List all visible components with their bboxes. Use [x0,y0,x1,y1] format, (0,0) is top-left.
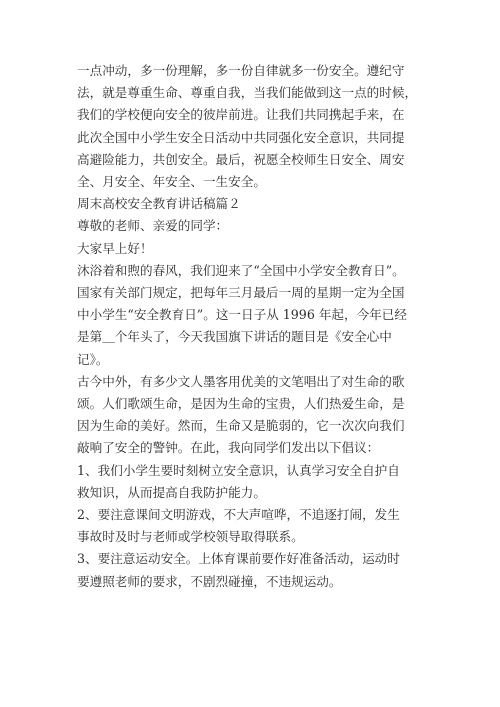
text-line: 国家有关部门规定，把每年三月最后一周的星期一定为全国 [77,285,405,301]
text-line: 1、我们小学生要时刻树立安全意识，认真学习安全自护自 [77,462,400,478]
document-body [77,60,437,593]
text-line: 沐浴着和煦的春风，我们迎来了“全国中小学安全教育日”。 [77,262,405,278]
text-line: 法，就是尊重生命、尊重自我，当我们能做到这一点的时候， [77,85,418,101]
closing-paragraph [77,60,437,193]
text-line: 因为生命的美好。然而，生命又是脆弱的，它一次次向我们 [77,418,405,434]
proposal-item-2 [77,504,437,548]
text-line: 中小学生“安全教育日”。这一日子从 1996 年起，今年已经 [77,307,407,323]
text-line: 救知识，从而提高自我防护能力。 [77,484,266,500]
salutation [77,215,437,237]
text-line: 尊敬的老师、亲爱的同学： [77,218,229,234]
text-line: 我们的学校便向安全的彼岸前进。让我们共同携起手来，在 [77,107,405,123]
text-line: 要遵照老师的要求，不剧烈碰撞，不违规运动。 [77,573,342,589]
text-line: 颂。人们歌颂生命，是因为生命的宝贵，人们热爱生命，是 [77,396,405,412]
greeting [77,238,437,260]
intro-paragraph [77,260,437,371]
text-line: 2、要注意课间文明游戏，不大声喧哗，不追逐打闹，发生 [77,507,400,523]
section-title [77,193,437,215]
text-line: 全、月安全、年安全、一生安全。 [77,174,266,190]
text-line: 事故时及时与老师或学校领导取得联系。 [77,529,304,545]
text-line: 3、要注意运动安全。上体育课前要作好准备活动，运动时 [77,551,400,567]
text-line: 高避险能力，共创安全。最后，祝愿全校师生日安全、周安 [77,151,405,167]
text-line: 记》。 [77,351,109,367]
proposal-item-3 [77,548,437,592]
text-line: 一点冲动，多一份理解，多一份自律就多一份安全。遵纪守 [77,63,405,78]
text-line: 周末高校安全教育讲话稿篇２ [77,196,241,212]
text-line: 是第＿个年头了，今天我国旗下讲话的题目是《安全心中 [77,329,392,345]
text-line: 敲响了安全的警钟。在此，我向同学们发出以下倡议： [77,440,380,456]
proposal-item-1 [77,460,437,504]
body-paragraph [77,371,437,460]
text-line: 古今中外，有多少文人墨客用优美的文笔唱出了对生命的歌 [77,373,405,389]
text-line: 大家早上好！ [77,240,153,256]
text-line: 此次全国中小学生安全日活动中共同强化安全意识，共同提 [77,129,405,145]
